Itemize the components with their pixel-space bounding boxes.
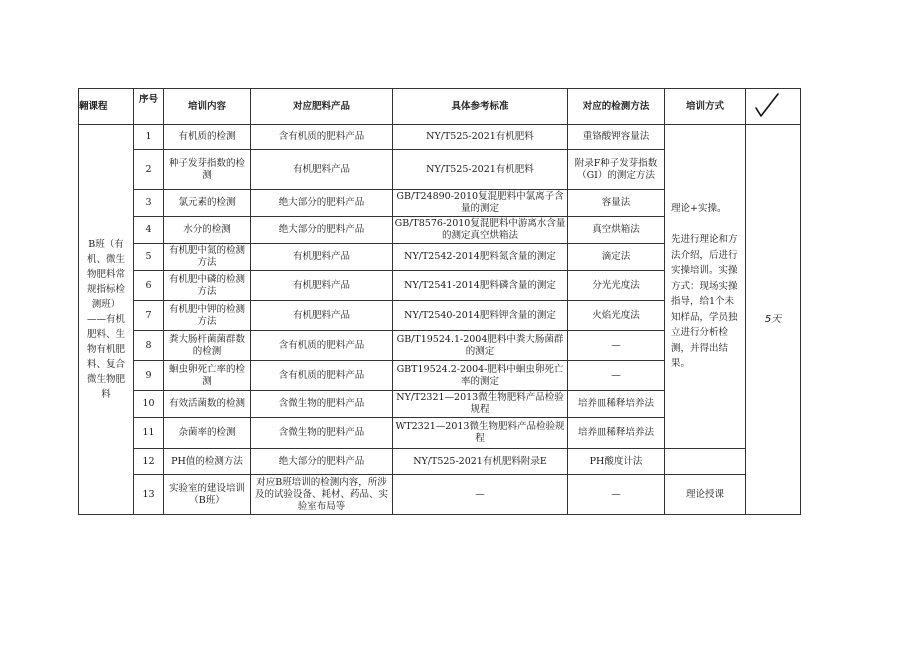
content-cell: 杂菌率的检测 xyxy=(164,418,251,449)
method-cell-single: 容量法 xyxy=(568,190,665,217)
product-cell: 含微生物的肥料产品 xyxy=(251,391,393,418)
standard-cell: GB/T8576-2010复混肥料中游离水含量的测定真空烘箱法 xyxy=(393,217,568,244)
standard-cell: NY/T525-2021有机肥料 xyxy=(393,150,568,190)
table-body xyxy=(79,125,801,515)
standard-cell: NY/T2542-2014肥料氮含量的测定 xyxy=(393,244,568,271)
standard-cell: GBT19524.2-2004-肥料中蛔虫卵死亡率的测定 xyxy=(393,361,568,391)
seq-cell: 3 xyxy=(134,190,164,217)
seq-cell: 7 xyxy=(134,301,164,331)
method-cell-single: 重铬酸钾容量法 xyxy=(568,125,665,150)
method-cell-single: — xyxy=(568,361,665,391)
table-row xyxy=(79,125,801,150)
seq-cell: 4 xyxy=(134,217,164,244)
content-cell: 有机肥中钾的检测方法 xyxy=(164,301,251,331)
header-check xyxy=(746,89,801,125)
content-cell: 粪大肠杆菌菌群数的检测 xyxy=(164,331,251,361)
product-cell: 绝大部分的肥料产品 xyxy=(251,449,393,475)
content-cell: PH值的检测方法 xyxy=(164,449,251,475)
content-cell: 有效活菌数的检测 xyxy=(164,391,251,418)
header-seq: 序号 xyxy=(134,89,164,125)
content-cell: 氯元素的检测 xyxy=(164,190,251,217)
product-cell: 含有机质的肥料产品 xyxy=(251,361,393,391)
training-schedule-table xyxy=(78,88,801,515)
product-cell: 有机肥料产品 xyxy=(251,301,393,331)
duration-days-cell: 5天 xyxy=(746,125,801,515)
standard-cell: — xyxy=(393,475,568,515)
header-standard: 具体参考标准 xyxy=(393,89,568,125)
class-label-cell: B班（有机、微生物肥料常规指标检测班）——有机肥料、生物有机肥料、复合微生物肥料 xyxy=(79,125,134,515)
table-row xyxy=(79,475,801,515)
standard-cell: NY/T525-2021有机肥料 xyxy=(393,125,568,150)
seq-cell: 6 xyxy=(134,271,164,301)
header-mode: 培训方式 xyxy=(665,89,746,125)
method-cell-single: 培养皿稀释培养法 xyxy=(568,391,665,418)
standard-cell: GB/T24890-2010复混肥料中氯离子含量的测定 xyxy=(393,190,568,217)
training-mode-group-cell: 理论+实操。 先进行理论和方法介绍，后进行实操培训。实操方式：现场实操指导，给1个未知样品，学员独立进行分析检测，并得出结果。 xyxy=(665,125,746,449)
product-cell: 含有机质的肥料产品 xyxy=(251,125,393,150)
content-cell: 水分的检测 xyxy=(164,217,251,244)
product-cell: 有机肥料产品 xyxy=(251,244,393,271)
seq-cell: 12 xyxy=(134,449,164,475)
seq-cell: 9 xyxy=(134,361,164,391)
method-cell-single: 真空烘箱法 xyxy=(568,217,665,244)
seq-cell: 1 xyxy=(134,125,164,150)
standard-cell: NY/T2321—2013微生物肥料产品检验规程 xyxy=(393,391,568,418)
header-course: 翱课程 xyxy=(79,89,134,125)
seq-cell: 2 xyxy=(134,150,164,190)
standard-cell: WT2321—2013微生物肥料产品检验规程 xyxy=(393,418,568,449)
method-cell-single: — xyxy=(568,331,665,361)
header-row xyxy=(79,89,801,125)
content-cell: 有机肥中氮的检测方法 xyxy=(164,244,251,271)
content-cell: 有机质的检测 xyxy=(164,125,251,150)
method-cell-single: 滴定法 xyxy=(568,244,665,271)
content-cell: 种子发芽指数的检测 xyxy=(164,150,251,190)
product-cell: 有机肥料产品 xyxy=(251,271,393,301)
product-cell: 绝大部分的肥料产品 xyxy=(251,190,393,217)
standard-cell: NY/T2541-2014肥料磷含量的测定 xyxy=(393,271,568,301)
check-mark-icon xyxy=(754,92,780,120)
method-cell-single: 火焰光度法 xyxy=(568,301,665,331)
product-cell: 绝大部分的肥料产品 xyxy=(251,217,393,244)
content-cell: 蛔虫卵死亡率的检测 xyxy=(164,361,251,391)
table-row xyxy=(79,449,801,475)
method-cell-single: PH酸度计法 xyxy=(568,449,665,475)
product-cell: 有机肥料产品 xyxy=(251,150,393,190)
seq-cell: 5 xyxy=(134,244,164,271)
training-mode-cell xyxy=(665,449,746,475)
standard-cell: NY/T525-2021有机肥料附录E xyxy=(393,449,568,475)
training-mode-cell: 理论授课 xyxy=(665,475,746,515)
seq-cell: 8 xyxy=(134,331,164,361)
seq-cell: 11 xyxy=(134,418,164,449)
content-cell: 实验室的建设培训（B班） xyxy=(164,475,251,515)
standard-cell: GB/T19524.1-2004肥料中粪大肠菌群的测定 xyxy=(393,331,568,361)
header-product: 对应肥料产品 xyxy=(251,89,393,125)
method-cell-single: 培养皿稀释培养法 xyxy=(568,418,665,449)
header-content: 培训内容 xyxy=(164,89,251,125)
product-cell: 含微生物的肥料产品 xyxy=(251,418,393,449)
method-cell-single: 附录F种子发芽指数（GI）的测定方法 xyxy=(568,150,665,190)
product-cell: 含有机质的肥料产品 xyxy=(251,331,393,361)
content-cell: 有机肥中磷的检测方法 xyxy=(164,271,251,301)
seq-cell: 13 xyxy=(134,475,164,515)
product-cell: 对应B班培训的检测内容，所涉及的试验设备、耗材、药品、实验室布局等 xyxy=(251,475,393,515)
standard-cell: NY/T2540-2014肥料钾含量的测定 xyxy=(393,301,568,331)
training-schedule-table-wrapper xyxy=(78,88,800,515)
seq-cell: 10 xyxy=(134,391,164,418)
method-cell-single: 分光光度法 xyxy=(568,271,665,301)
method-cell-single: — xyxy=(568,475,665,515)
header-method: 对应的检测方法 xyxy=(568,89,665,125)
